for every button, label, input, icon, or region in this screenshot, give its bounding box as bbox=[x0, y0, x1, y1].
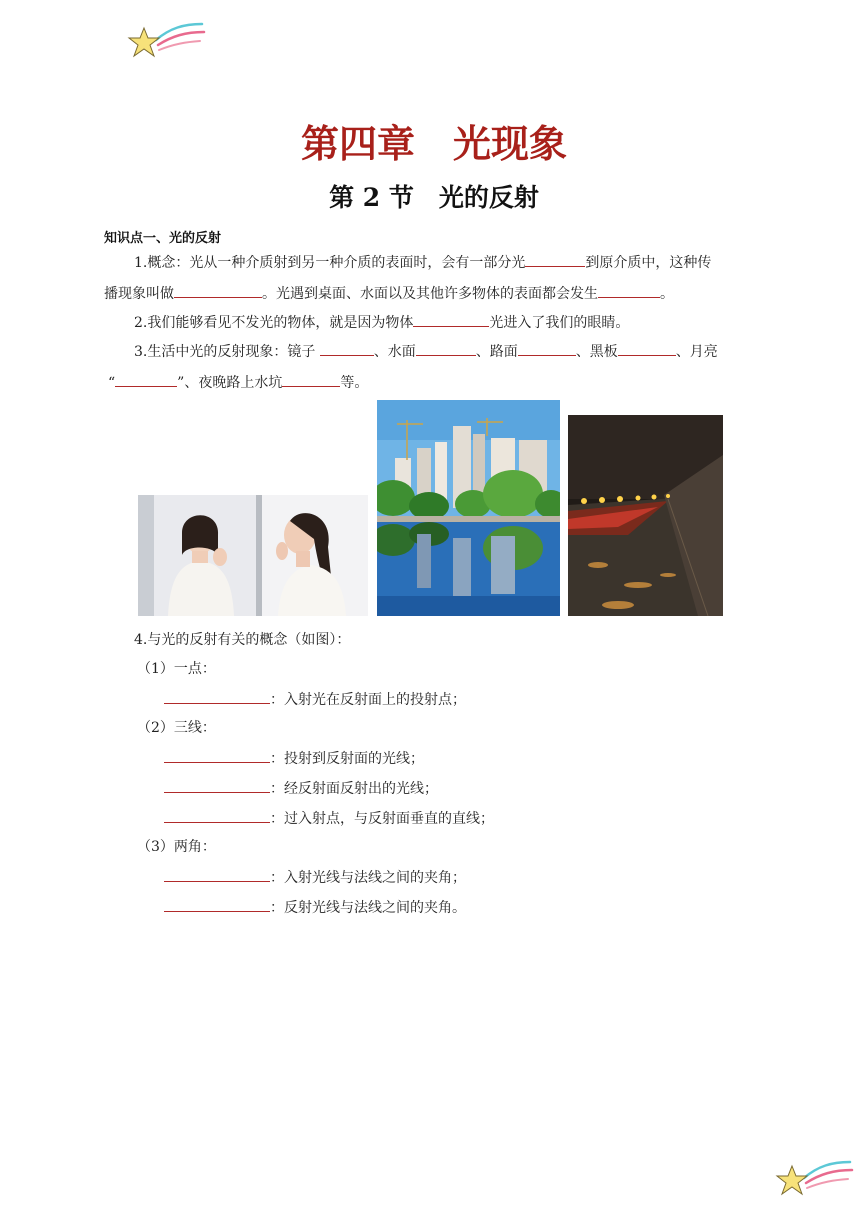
blank-reflected-ray bbox=[164, 778, 270, 793]
item3-text-h: 等。 bbox=[340, 375, 369, 391]
blank-reflected-angle bbox=[164, 897, 270, 912]
blank-blackboard bbox=[618, 341, 676, 356]
blank-incident-ray bbox=[164, 748, 270, 763]
blank-water bbox=[416, 341, 476, 356]
knowledge-heading: 知识点一、光的反射 bbox=[104, 231, 222, 246]
item1-text-c: 播现象叫做 bbox=[104, 286, 174, 302]
item3-text-a: 3.生活中光的反射现象：镜子 bbox=[134, 344, 320, 360]
blank-road bbox=[518, 341, 576, 356]
item3-text-g: ”、夜晚路上水坑 bbox=[177, 375, 283, 391]
blank-occurs bbox=[598, 283, 660, 298]
blank-incident-angle bbox=[164, 867, 270, 882]
item4-sub3: （3）两角： bbox=[137, 839, 216, 855]
item1-text-a: 1.概念：光从一种介质射到另一种介质的表面时，会有一部分光 bbox=[134, 255, 526, 271]
item3-text-c: 、路面 bbox=[475, 344, 518, 360]
mirror-photo bbox=[138, 495, 368, 616]
item1-text-b: 到原介质中，这种传 bbox=[585, 255, 712, 271]
item3-line1 bbox=[134, 341, 718, 362]
item1-line2 bbox=[104, 283, 674, 304]
chapter-title: 第四章 光现象 bbox=[300, 121, 567, 166]
item4-sub1: （1）一点： bbox=[137, 661, 216, 677]
item3-line2 bbox=[108, 372, 368, 393]
def-incident-ray: ：投射到反射面的光线； bbox=[164, 748, 424, 769]
def-normal: ：过入射点，与反射面垂直的直线； bbox=[164, 808, 494, 829]
def-reflected-angle: ：反射光线与法线之间的夹角。 bbox=[164, 897, 466, 918]
blank-reflect bbox=[525, 252, 585, 267]
item3-text-b: 、水面 bbox=[373, 344, 416, 360]
item2-line bbox=[134, 312, 629, 333]
item2-text-b: 光进入了我们的眼睛。 bbox=[489, 315, 630, 331]
def-incident-point: ：入射光在反射面上的投射点； bbox=[164, 689, 466, 710]
blank-reflection-name bbox=[174, 283, 262, 298]
item1-line1 bbox=[134, 252, 711, 273]
blank-incident-point bbox=[164, 689, 270, 704]
section-title: 第 2 节 光的反射 bbox=[329, 183, 539, 212]
blank-moon bbox=[115, 372, 177, 387]
def-incident-angle: ：入射光线与法线之间的夹角； bbox=[164, 867, 466, 888]
shooting-star-icon bbox=[126, 18, 206, 62]
night-road-photo bbox=[568, 415, 723, 616]
item4-sub2: （2）三线： bbox=[137, 720, 216, 736]
item2-text-a: 2.我们能够看见不发光的物体，就是因为物体 bbox=[134, 315, 414, 331]
def-reflected-ray: ：经反射面反射出的光线； bbox=[164, 778, 438, 799]
water-reflection-photo bbox=[377, 400, 560, 616]
item4-heading: 4.与光的反射有关的概念（如图）： bbox=[134, 632, 351, 648]
item3-text-f: “ bbox=[108, 375, 116, 391]
blank-normal bbox=[164, 808, 270, 823]
item3-text-e: 、月亮 bbox=[675, 344, 718, 360]
item3-text-d: 、黑板 bbox=[575, 344, 618, 360]
item1-text-d: 。光遇到桌面、水面以及其他许多物体的表面都会发生 bbox=[262, 286, 598, 302]
blank-mirror bbox=[320, 341, 374, 356]
item1-text-e: 。 bbox=[660, 286, 674, 302]
blank-puddle bbox=[282, 372, 340, 387]
blank-object bbox=[413, 312, 489, 327]
shooting-star-icon bbox=[774, 1156, 854, 1200]
